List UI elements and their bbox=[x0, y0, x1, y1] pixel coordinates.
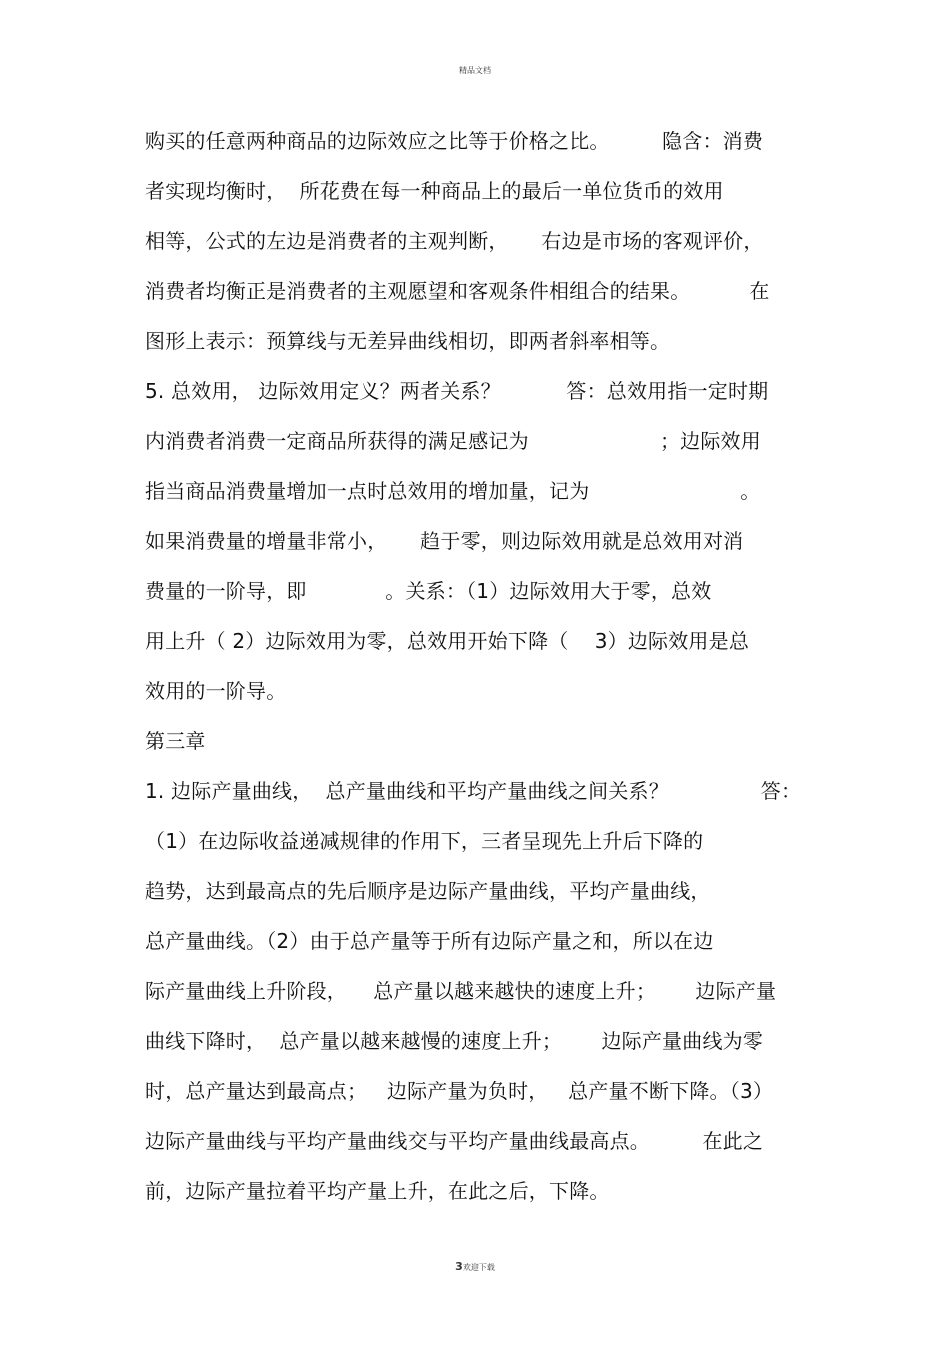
page-header: 精品文档 bbox=[459, 66, 491, 75]
text-line: 消费者均衡正是消费者的主观愿望和客观条件相组合的结果。 在 bbox=[145, 279, 770, 303]
text-line: （1）在边际收益递减规律的作用下，三者呈现先上升后下降的 bbox=[145, 829, 704, 853]
question-line: 1. 边际产量曲线， 总产量曲线和平均产量曲线之间关系？ 答： bbox=[145, 779, 802, 803]
text-line: 前，边际产量拉着平均产量上升，在此之后，下降。 bbox=[145, 1179, 610, 1203]
text-line: 效用的一阶导。 bbox=[145, 679, 287, 703]
text-line: 趋势，达到最高点的先后顺序是边际产量曲线，平均产量曲线， bbox=[145, 879, 711, 903]
text-line: 边际产量曲线与平均产量曲线交与平均产量曲线最高点。 在此之 bbox=[145, 1129, 764, 1153]
text-line: 曲线下降时， 总产量以越来越慢的速度上升； 边际产量曲线为零 bbox=[145, 1029, 764, 1053]
text-line: 时，总产量达到最高点； 边际产量为负时， 总产量不断下降。（3） bbox=[145, 1079, 774, 1103]
text-line: 指当商品消费量增加一点时总效用的增加量，记为 。 bbox=[145, 479, 761, 503]
document-body bbox=[145, 116, 815, 1216]
text-line: 如果消费量的增量非常小， 趋于零，则边际效用就是总效用对消 bbox=[145, 529, 744, 553]
text-line: 相等，公式的左边是消费者的主观判断， 右边是市场的客观评价， bbox=[145, 229, 764, 253]
text-line: 者实现均衡时， 所花费在每一种商品上的最后一单位货币的效用 bbox=[145, 179, 724, 203]
question-line: 5. 总效用， 边际效用定义？两者关系？ 答：总效用指一定时期 bbox=[145, 379, 769, 403]
chapter-heading: 第三章 bbox=[145, 729, 206, 753]
text-line: 际产量曲线上升阶段， 总产量以越来越快的速度上升； 边际产量 bbox=[145, 979, 777, 1003]
page-footer bbox=[0, 1261, 950, 1274]
text-line: 图形上表示：预算线与无差异曲线相切，即两者斜率相等。 bbox=[145, 329, 671, 353]
text-line: 用上升（ 2）边际效用为零，总效用开始下降（ 3）边际效用是总 bbox=[145, 629, 750, 653]
text-line: 费量的一阶导，即 。关系：（1）边际效用大于零，总效 bbox=[145, 579, 712, 603]
text-line: 内消费者消费一定商品所获得的满足感记为 ；边际效用 bbox=[145, 429, 761, 453]
page-number: 3 bbox=[455, 1260, 463, 1273]
footer-text: 欢迎下载 bbox=[462, 1263, 495, 1272]
text-line: 购买的任意两种商品的边际效应之比等于价格之比。 隐含：消费 bbox=[145, 129, 764, 153]
text-line: 总产量曲线。（2）由于总产量等于所有边际产量之和，所以在边 bbox=[145, 929, 714, 953]
